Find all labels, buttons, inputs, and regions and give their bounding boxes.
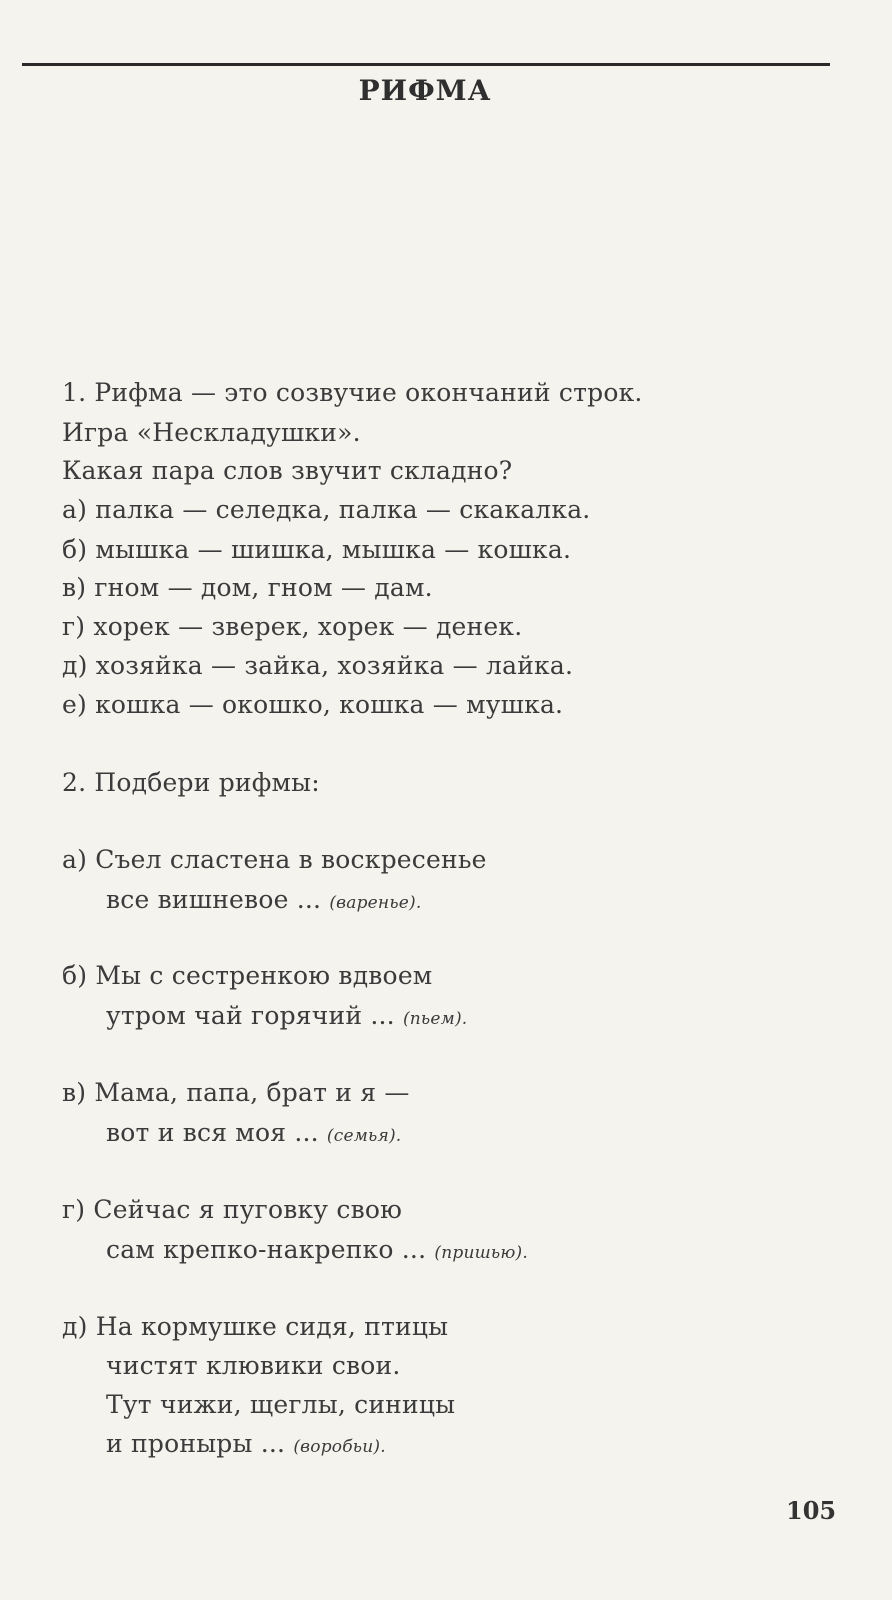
task1-heading: 1. Рифма — это созвучие окончаний строк. (62, 378, 643, 407)
verse-e-line3: Тут чижи, щеглы, синицы (106, 1390, 456, 1419)
task2-heading: 2. Подбери рифмы: (62, 768, 320, 797)
verse-d-text: сам крепко-накрепко ... (106, 1235, 427, 1264)
verse-e-text: и проныры ... (106, 1429, 286, 1458)
verse-a-text: все вишневое ... (106, 885, 322, 914)
task1-item-e: д) хозяйка — зайка, хозяйка — лайка. (62, 651, 574, 680)
verse-e-line2: чистят клювики свои. (106, 1351, 401, 1380)
verse-b-line1: б) Мы с сестренкою вдвоем (62, 961, 433, 990)
task1-item-f: е) кошка — окошко, кошка — мушка. (62, 690, 564, 719)
page-number: 105 (786, 1496, 837, 1525)
verse-c-text: вот и вся моя ... (106, 1118, 319, 1147)
task1-item-c: в) гном — дом, гном — дам. (62, 573, 433, 602)
verse-b-text: утром чай горячий ... (106, 1001, 395, 1030)
header-rule (22, 63, 830, 66)
verse-d-answer: (пришью). (434, 1243, 528, 1263)
task1-item-d: г) хорек — зверек, хорек — денек. (62, 612, 523, 641)
verse-c-answer: (семья). (326, 1126, 402, 1146)
verse-b-line2 (106, 1001, 467, 1034)
verse-c-line1: в) Мама, папа, брат и я — (62, 1078, 410, 1107)
verse-e-line1: д) На кормушке сидя, птицы (62, 1312, 449, 1341)
verse-e-answer: (воробьи). (293, 1437, 386, 1457)
verse-a-answer: (варенье). (329, 893, 422, 913)
verse-a-line2 (106, 885, 421, 918)
task1-item-b: б) мышка — шишка, мышка — кошка. (62, 535, 572, 564)
page-title: РИФМА (358, 74, 492, 107)
verse-b-answer: (пьем). (402, 1009, 468, 1029)
task1-game: Игра «Нескладушки». (62, 418, 361, 447)
task1-question: Какая пара слов звучит складно? (62, 456, 513, 485)
task1-item-a: а) палка — селедка, палка — скакалка. (62, 495, 591, 524)
verse-c-line2 (106, 1118, 401, 1151)
verse-e-line4 (106, 1429, 386, 1462)
verse-a-line1: а) Съел сластена в воскресенье (62, 845, 487, 874)
verse-d-line1: г) Сейчас я пуговку свою (62, 1195, 403, 1224)
verse-d-line2 (106, 1235, 528, 1268)
